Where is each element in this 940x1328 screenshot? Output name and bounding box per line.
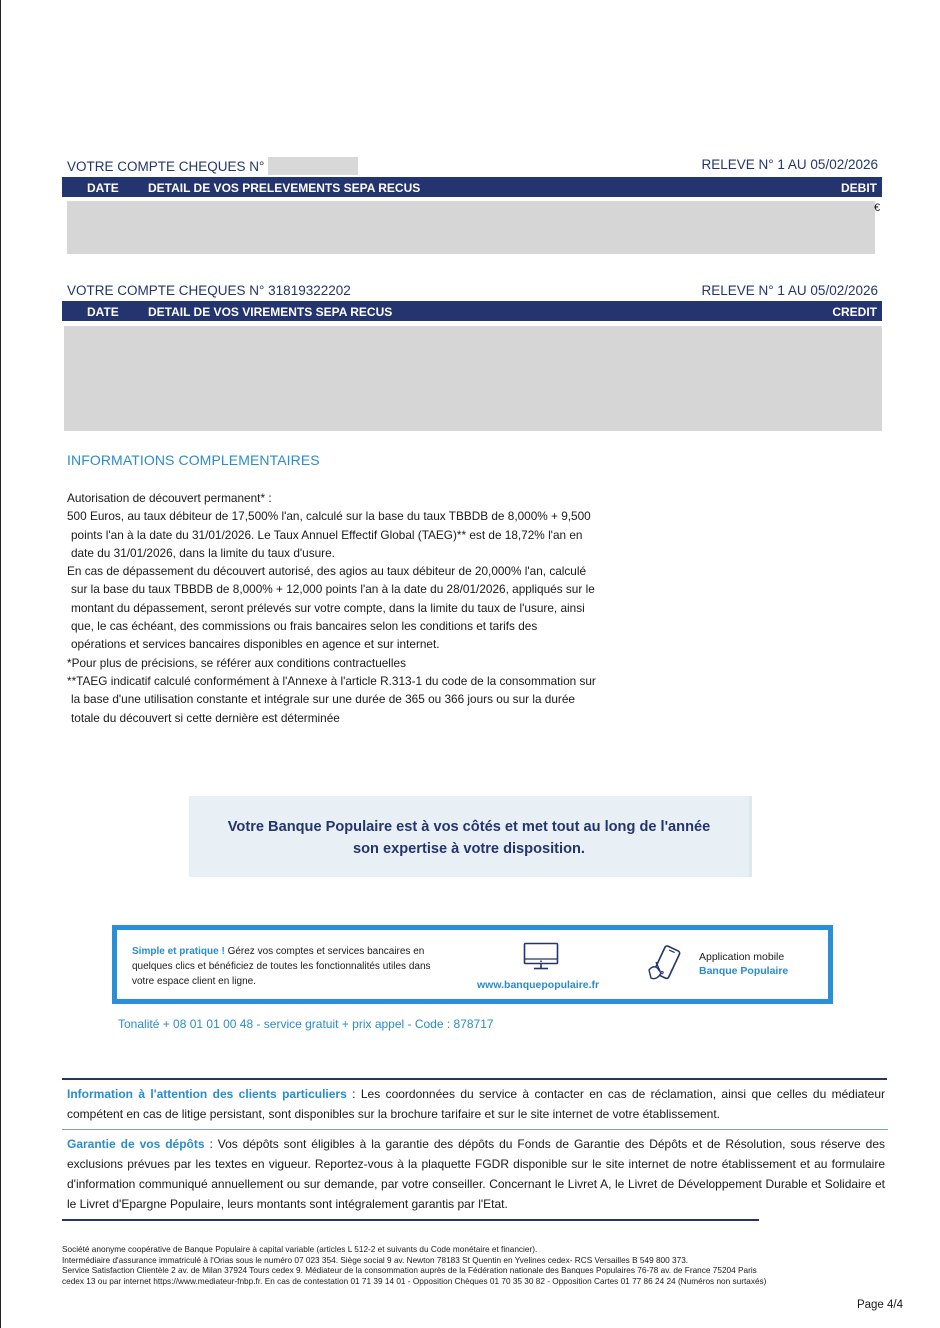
credit-account-header — [67, 283, 878, 298]
column-debit: DEBIT — [841, 181, 877, 195]
online-highlight: Simple et pratique ! — [132, 946, 225, 957]
deposit-guarantee-paragraph — [62, 1130, 889, 1219]
column-date: DATE — [87, 181, 119, 195]
info-line: **TAEG indicatif calculé conformément à l'Annexe à l'article R.313-1 du code de la consommation sur — [67, 673, 596, 688]
info-line: En cas de dépassement du découvert autorisé, des agios au taux débiteur de 20,000% l'an, calculé — [67, 564, 587, 579]
credit-account-label: VOTRE COMPTE CHEQUES N° 31819322202 — [67, 283, 351, 298]
footer-line: Intermédiaire d'assurance immatriculé à l'Orias sous le numéro 07 023 354. Siège social 9 av. Newton 78183 St Quentin en Yvelines cedex- RCS Versailles B 549 800 373. — [62, 1255, 689, 1265]
info-line: opérations et services bancaires disponibles en agence et sur internet. — [71, 637, 440, 652]
promo-line: son expertise à votre disposition. — [353, 841, 585, 857]
promo-banner — [189, 796, 752, 877]
client-information-title: Information à l'attention des clients particuliers — [67, 1087, 347, 1101]
column-detail: DETAIL DE VOS PRELEVEMENTS SEPA RECUS — [148, 181, 421, 195]
website-link[interactable]: www.banquepopulaire.fr — [477, 979, 600, 991]
mobile-app-label — [699, 951, 788, 978]
online-text: Gérez vos comptes et services bancaires en quelques clics et bénéficiez de toutes les fonctionnalités utiles dans votre espace client en ligne. — [132, 946, 431, 987]
info-line: 500 Euros, au taux débiteur de 17,500% l'an, calculé sur la base du taux TBBDB de 8,000% + 9,500 — [67, 509, 591, 524]
online-banking-box — [112, 925, 833, 1004]
currency-symbol: € — [874, 202, 881, 214]
footer-line: cedex 13 ou par internet https://www.mediateur-fnbp.fr. En cas de contestation 01 71 39 14 01 - Opposition Chèques 01 70 35 30 82 - Opposition Cartes 01 77 86 24 24 (Numéros non surtaxés) — [62, 1277, 767, 1287]
deposit-guarantee-text: : Vos dépôts sont éligibles à la garantie des dépôts du Fonds de Garantie des Dépôts et de Résolution, sous réserve des exclusions prévues par les textes en vigueur. Reportez-vous à la plaquette FGDR disponible sur le site internet de notre établissement et au formulaire d'information communiqué annuellement ou sur demande, par votre conseiller. Concernant le Livret A, le Livret de Développement Durable et Solidaire et le Livret d'Epargne Populaire, leurs montants sont intégralement garantis par l'Etat. — [67, 1137, 885, 1211]
info-line: date du 31/01/2026, dans la limite du taux d'usure. — [71, 545, 335, 560]
info-line: que, le cas échéant, des commissions ou frais bancaires selon les conditions et tarifs des — [71, 619, 538, 634]
legal-information — [62, 1078, 889, 1221]
statement-number: RELEVE N° 1 AU 05/02/2026 — [701, 157, 878, 172]
app-name[interactable]: Banque Populaire — [699, 964, 789, 977]
info-line: la base d'une utilisation constante et intégrale sur une durée de 365 ou 366 jours ou sur la durée — [71, 692, 575, 707]
debit-table-header — [62, 177, 882, 197]
deposit-guarantee-title: Garantie de vos dépôts — [67, 1137, 205, 1151]
column-date: DATE — [87, 305, 119, 319]
info-line: Autorisation de découvert permanent* : — [67, 491, 272, 505]
promo-text — [189, 816, 749, 860]
column-credit: CREDIT — [832, 305, 877, 319]
redacted-debit-rows — [67, 201, 875, 254]
page-border — [0, 0, 1, 1328]
info-line: *Pour plus de précisions, se référer aux conditions contractuelles — [67, 655, 407, 670]
statement-number: RELEVE N° 1 AU 05/02/2026 — [701, 283, 878, 298]
debit-account-label: VOTRE COMPTE CHEQUES N° — [67, 157, 358, 175]
info-section-text — [67, 489, 667, 727]
online-banking-description — [132, 944, 452, 989]
app-label: Application mobile — [699, 951, 785, 963]
column-detail: DETAIL DE VOS VIREMENTS SEPA RECUS — [148, 305, 393, 319]
promo-line: Votre Banque Populaire est à vos côtés et met tout au long de l'année — [227, 819, 711, 835]
redacted-credit-rows — [64, 326, 882, 431]
mobile-phone-icon — [644, 944, 684, 984]
footer-line: Service Satisfaction Clientèle 2 av. de Milan 37924 Tours cedex 9. Médiateur de la consommation auprès de la Fédération nationale des Banques Populaires 76-78 av. de France 75204 Paris — [62, 1266, 757, 1276]
redacted-account-number — [268, 157, 358, 175]
info-line: points l'an à la date du 31/01/2026. Le Taux Annuel Effectif Global (TAEG)** est de 18,72% l'an en — [71, 527, 583, 542]
credit-table-header — [62, 301, 882, 321]
divider — [62, 1219, 759, 1221]
page-number: Page 4/4 — [856, 1299, 903, 1311]
client-information-paragraph — [62, 1080, 889, 1129]
info-line: totale du découvert si cette dernière est déterminée — [71, 710, 340, 725]
footer-line: Société anonyme coopérative de Banque Populaire à capital variable (articles L 512-2 et suivants du Code monétaire et financier). — [62, 1245, 538, 1254]
monitor-icon — [523, 942, 559, 974]
info-section-title: INFORMATIONS COMPLEMENTAIRES — [67, 452, 320, 468]
footer-fine-print — [62, 1245, 897, 1288]
client-information-text: : Les coordonnées du service à contacter en cas de réclamation, ainsi que celles du médiateur compétent en cas de litige persistant, sont disponibles sur la brochure tarifaire et sur le site internet de votre établissement. — [67, 1087, 885, 1121]
info-line: montant du dépassement, seront prélevés sur votre compte, dans la limite du taux de l'usure, ainsi — [71, 600, 585, 615]
phone-service-line: Tonalité + 08 01 01 00 48 - service gratuit + prix appel - Code : 878717 — [118, 1017, 494, 1031]
debit-account-header — [67, 157, 878, 175]
info-line: sur la base du taux TBBDB de 8,000% + 12,000 points l'an à la date du 28/01/2026, appliqués sur le — [71, 582, 595, 597]
